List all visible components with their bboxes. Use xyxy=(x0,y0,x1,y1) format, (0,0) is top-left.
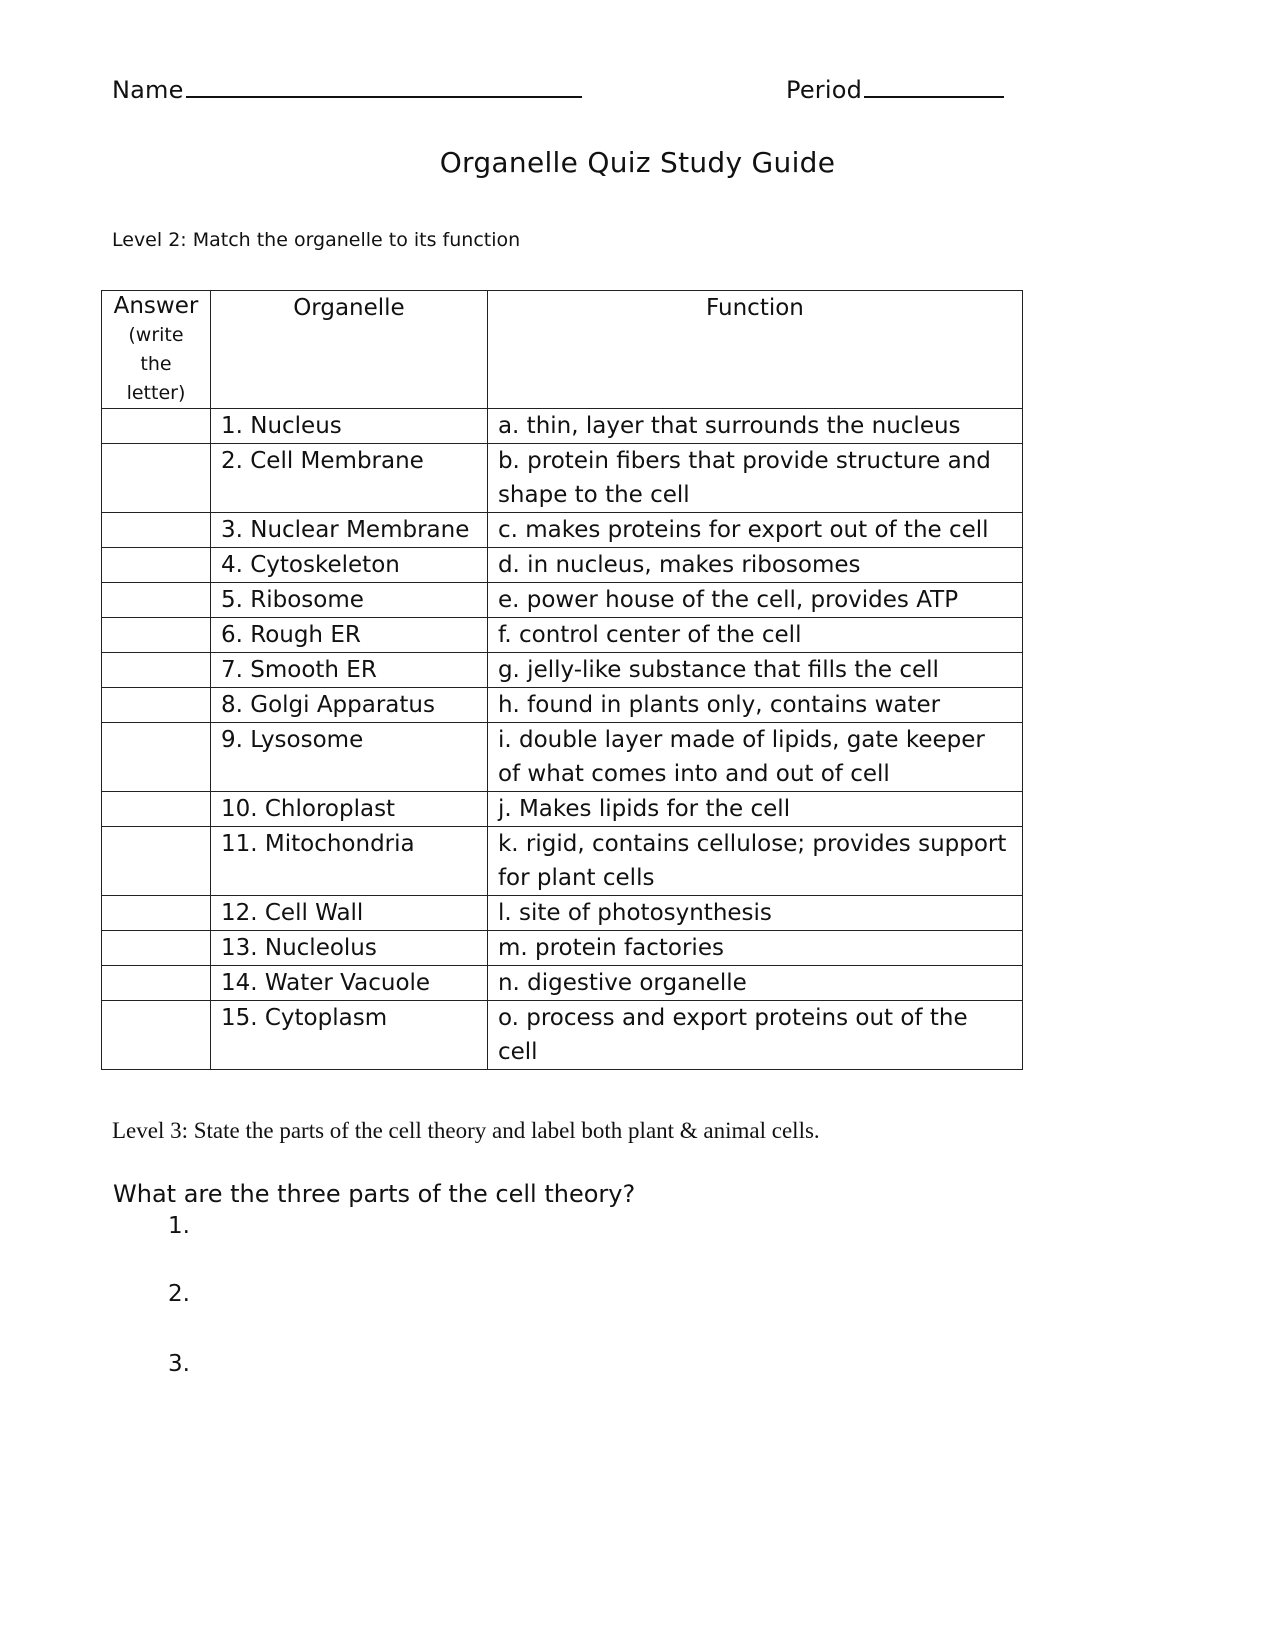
function-cell: h. found in plants only, contains water xyxy=(487,688,1022,723)
table-row xyxy=(102,792,1023,827)
organelle-cell: 11. Mitochondria xyxy=(210,827,487,896)
period-label: Period xyxy=(786,76,863,104)
level3-instruction: Level 3: State the parts of the cell theory and label both plant & animal cells. xyxy=(112,1118,820,1143)
organelle-cell: 1. Nucleus xyxy=(210,409,487,444)
answer-number-1: 1. xyxy=(168,1213,190,1239)
answer-cell[interactable] xyxy=(102,723,211,792)
organelle-cell: 8. Golgi Apparatus xyxy=(210,688,487,723)
table-row xyxy=(102,896,1023,931)
table-row xyxy=(102,548,1023,583)
answer-cell[interactable] xyxy=(102,966,211,1001)
answer-number-2: 2. xyxy=(168,1281,190,1307)
organelle-cell: 4. Cytoskeleton xyxy=(210,548,487,583)
answer-cell[interactable] xyxy=(102,513,211,548)
organelle-cell: 14. Water Vacuole xyxy=(210,966,487,1001)
matching-table xyxy=(101,290,1023,1070)
function-cell: a. thin, layer that surrounds the nucleus xyxy=(487,409,1022,444)
period-field xyxy=(786,74,1004,104)
function-cell: e. power house of the cell, provides ATP xyxy=(487,583,1022,618)
function-cell: m. protein factories xyxy=(487,931,1022,966)
table-row xyxy=(102,653,1023,688)
organelle-header: Organelle xyxy=(210,291,487,409)
organelle-cell: 5. Ribosome xyxy=(210,583,487,618)
function-cell: c. makes proteins for export out of the cell xyxy=(487,513,1022,548)
answer-header-note: (write the letter) xyxy=(126,324,186,404)
table-row xyxy=(102,723,1023,792)
table-row xyxy=(102,688,1023,723)
name-blank[interactable] xyxy=(186,74,582,98)
name-label: Name xyxy=(112,76,184,104)
organelle-cell: 15. Cytoplasm xyxy=(210,1001,487,1070)
function-cell: g. jelly-like substance that fills the cell xyxy=(487,653,1022,688)
answer-cell[interactable] xyxy=(102,653,211,688)
answer-cell[interactable] xyxy=(102,688,211,723)
function-header: Function xyxy=(487,291,1022,409)
table-row xyxy=(102,444,1023,513)
organelle-cell: 12. Cell Wall xyxy=(210,896,487,931)
function-cell: d. in nucleus, makes ribosomes xyxy=(487,548,1022,583)
table-row xyxy=(102,827,1023,896)
answer-cell[interactable] xyxy=(102,444,211,513)
function-cell: f. control center of the cell xyxy=(487,618,1022,653)
organelle-cell: 10. Chloroplast xyxy=(210,792,487,827)
table-row xyxy=(102,966,1023,1001)
function-cell: i. double layer made of lipids, gate keeper of what comes into and out of cell xyxy=(487,723,1022,792)
organelle-cell: 13. Nucleolus xyxy=(210,931,487,966)
answer-cell[interactable] xyxy=(102,827,211,896)
function-cell: n. digestive organelle xyxy=(487,966,1022,1001)
organelle-cell: 7. Smooth ER xyxy=(210,653,487,688)
function-cell: l. site of photosynthesis xyxy=(487,896,1022,931)
cell-theory-question: What are the three parts of the cell theory? xyxy=(113,1180,636,1208)
table-row xyxy=(102,1001,1023,1070)
organelle-cell: 9. Lysosome xyxy=(210,723,487,792)
table-row xyxy=(102,583,1023,618)
function-cell: b. protein fibers that provide structure and shape to the cell xyxy=(487,444,1022,513)
function-cell: j. Makes lipids for the cell xyxy=(487,792,1022,827)
answer-cell[interactable] xyxy=(102,583,211,618)
page-title: Organelle Quiz Study Guide xyxy=(439,146,836,179)
period-blank[interactable] xyxy=(864,74,1004,98)
function-cell: k. rigid, contains cellulose; provides support for plant cells xyxy=(487,827,1022,896)
name-field xyxy=(112,74,582,104)
organelle-cell: 3. Nuclear Membrane xyxy=(210,513,487,548)
table-header-row xyxy=(102,291,1023,409)
table-row xyxy=(102,513,1023,548)
answer-cell[interactable] xyxy=(102,1001,211,1070)
answer-cell[interactable] xyxy=(102,792,211,827)
organelle-cell: 6. Rough ER xyxy=(210,618,487,653)
table-row xyxy=(102,618,1023,653)
answer-number-3: 3. xyxy=(168,1351,190,1377)
table-body xyxy=(102,409,1023,1070)
table-row xyxy=(102,409,1023,444)
answer-header xyxy=(102,291,211,409)
answer-cell[interactable] xyxy=(102,618,211,653)
answer-cell[interactable] xyxy=(102,896,211,931)
table-row xyxy=(102,931,1023,966)
answer-cell[interactable] xyxy=(102,409,211,444)
answer-header-label: Answer xyxy=(113,293,199,319)
function-cell: o. process and export proteins out of the cell xyxy=(487,1001,1022,1070)
level2-instruction: Level 2: Match the organelle to its function xyxy=(112,229,521,251)
answer-cell[interactable] xyxy=(102,931,211,966)
organelle-cell: 2. Cell Membrane xyxy=(210,444,487,513)
answer-cell[interactable] xyxy=(102,548,211,583)
